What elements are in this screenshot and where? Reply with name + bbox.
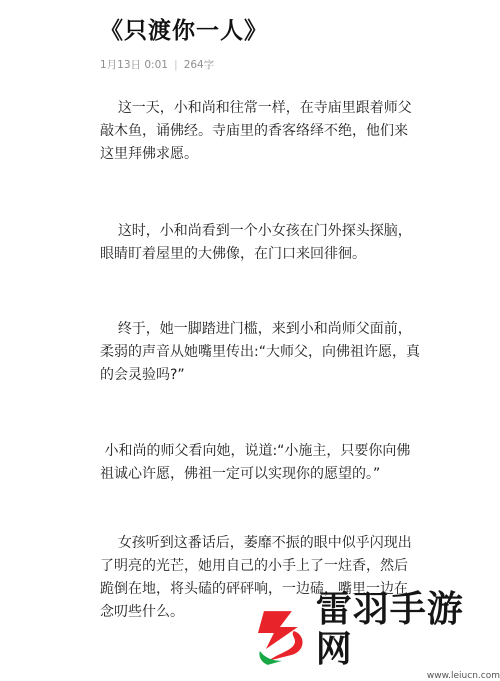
watermark-url: www.leiucn.com	[426, 671, 500, 681]
article-meta	[100, 57, 214, 72]
watermark-name: 雷羽手游网	[315, 589, 464, 670]
paragraph-5: 女孩听到这番话后，萎靡不振的眼中似乎闪现出了明亮的光芒，她用自己的小手上了一炷香，然后跪倒在地，将头磕的砰砰响，一边磕，嘴里一边在念叨些什么。	[100, 535, 412, 620]
publish-date: 1月13日 0:01	[100, 59, 168, 71]
paragraph-4: 小和尚的师父看向她，说道:“小施主，只要你向佛祖诚心许愿，佛祖一定可以实现你的愿望的。”	[100, 443, 411, 482]
article-title: 《只渡你一人》	[100, 18, 268, 44]
paragraph-1: 这一天，小和尚和往常一样，在寺庙里跟着师父敲木鱼，诵佛经。寺庙里的香客络绎不绝，他们来这里拜佛求愿。	[100, 100, 412, 162]
paragraph-3: 终于，她一脚踏进门槛，来到小和尚师父面前，柔弱的声音从她嘴里传出:“大师父，向佛祖许愿，真的会灵验吗?”	[100, 321, 420, 383]
meta-separator: |	[173, 58, 178, 71]
lightning-s-logo-icon	[250, 605, 312, 667]
paragraph-2: 这时，小和尚看到一个小女孩在门外探头探脑，眼睛盯着屋里的大佛像，在门口来回徘徊。	[100, 223, 412, 262]
site-watermark	[250, 590, 500, 681]
word-count: 264字	[183, 59, 215, 71]
